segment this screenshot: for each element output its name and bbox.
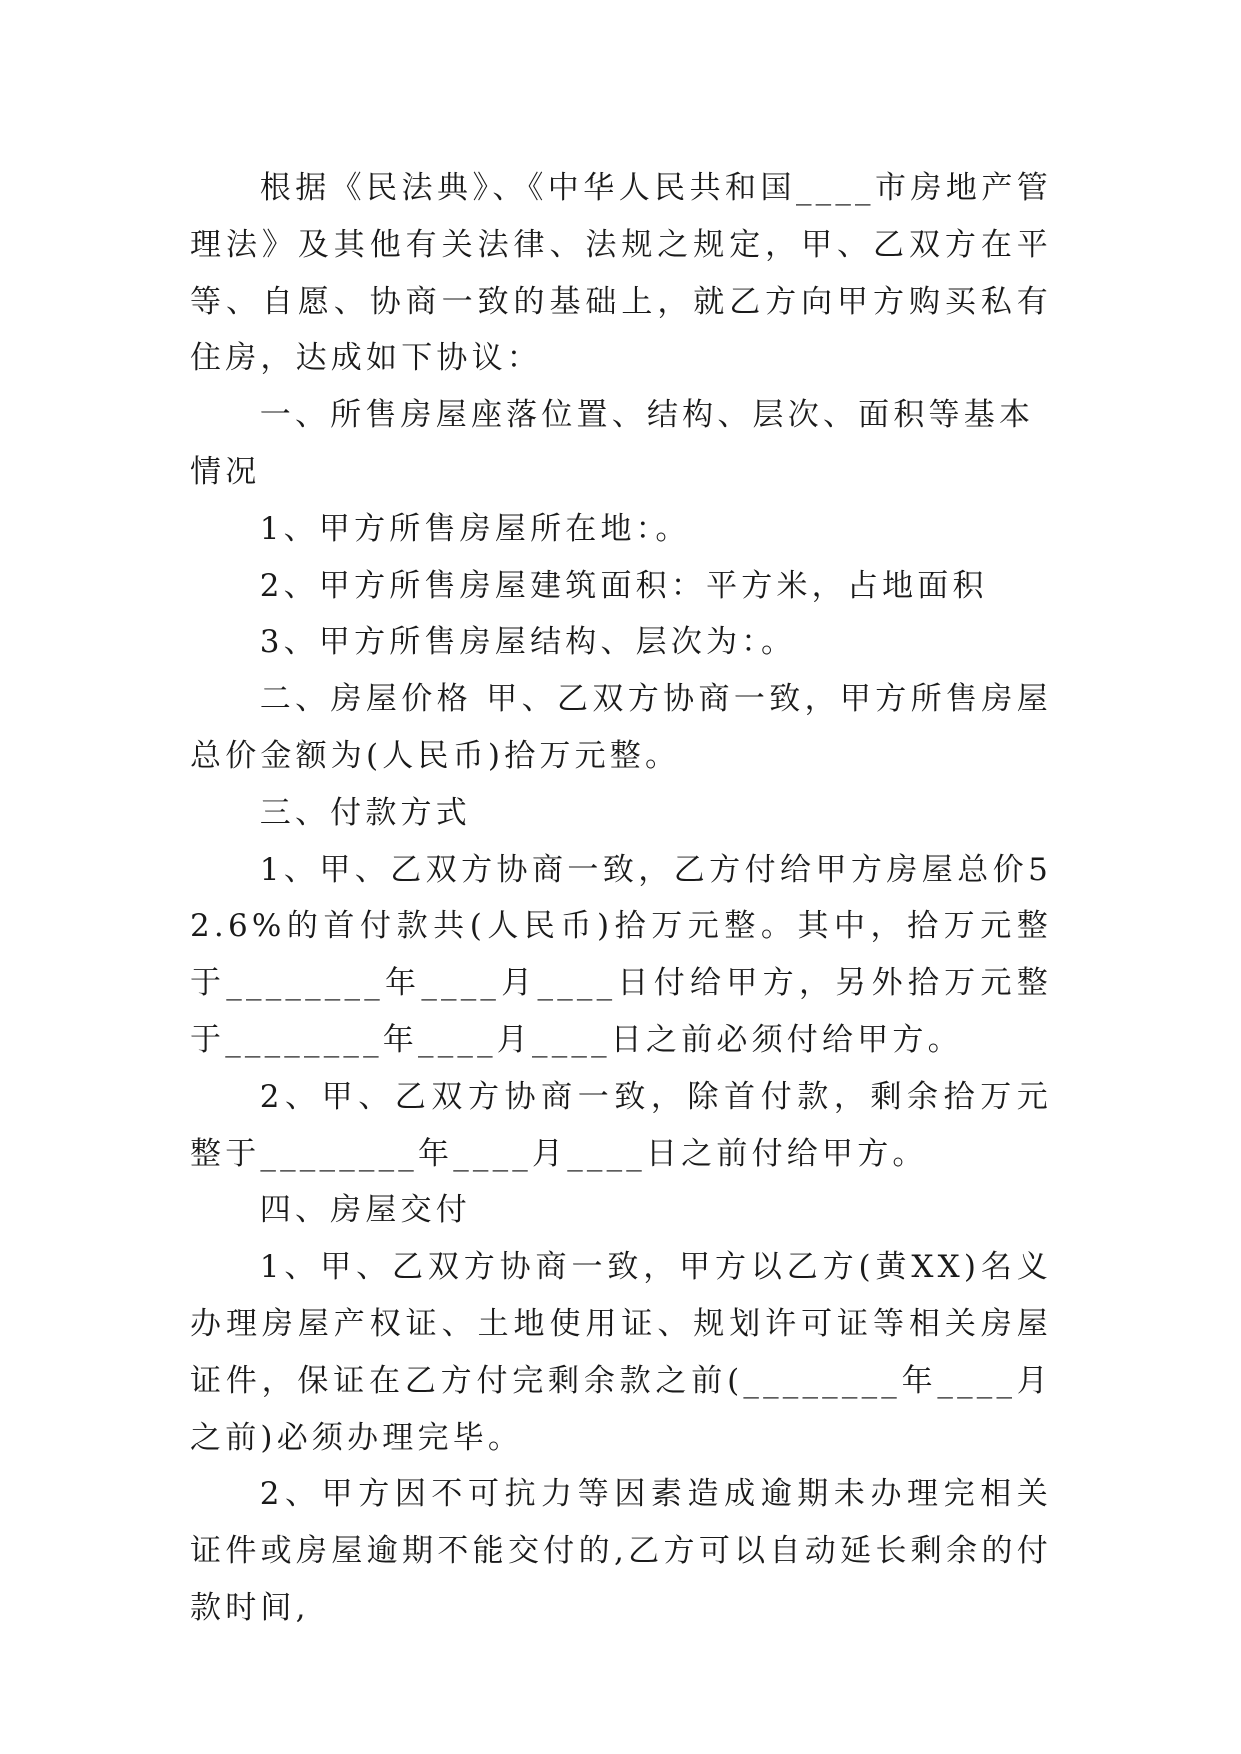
paragraph-payment-remaining: 2、甲、乙双方协商一致，除首付款，剩余拾万元整于________年____月____日之前付给甲方。 xyxy=(190,1078,1052,1172)
paragraph-house-price: 二、房屋价格 甲、乙双方协商一致，甲方所售房屋总价金额为(人民币)拾万元整。 xyxy=(190,681,1052,774)
paragraph-property-location: 1、甲方所售房屋所在地：。 xyxy=(259,510,691,547)
section-heading-property-info: 一、所售房屋座落位置、结构、层次、面积等基本情况 xyxy=(190,397,1035,490)
paragraph-preamble: 根据《民法典》、《中华人民共和国____市房地产管理法》及其他有关法律、法规之规定，甲、乙双方在平等、自愿、协商一致的基础上，就乙方向甲方购买私有住房，达成如下协议： xyxy=(190,170,1052,377)
paragraph-property-area: 2、甲方所售房屋建筑面积：平方米，占地面积 xyxy=(259,567,988,604)
contract-body xyxy=(190,160,1052,1637)
section-heading-delivery: 四、房屋交付 xyxy=(259,1192,471,1229)
paragraph-payment-down: 1、甲、乙双方协商一致，乙方付给甲方房屋总价52.6%的首付款共(人民币)拾万元整。其中，拾万元整于________年____月____日付给甲方，另外拾万元整于________年____月____日之前必须付给甲方。 xyxy=(190,851,1052,1058)
paragraph-delivery-delay: 2、甲方因不可抗力等因素造成逾期未办理完相关证件或房屋逾期不能交付的,乙方可以自动延长剩余的付款时间, xyxy=(190,1476,1052,1626)
paragraph-property-structure: 3、甲方所售房屋结构、层次为：。 xyxy=(259,624,797,661)
section-heading-payment: 三、付款方式 xyxy=(259,794,471,831)
paragraph-delivery-certificates: 1、甲、乙双方协商一致，甲方以乙方(黄XX)名义办理房屋产权证、土地使用证、规划许可证等相关房屋证件，保证在乙方付完剩余款之前(________年____月之前)必须办理完毕。 xyxy=(190,1249,1052,1456)
